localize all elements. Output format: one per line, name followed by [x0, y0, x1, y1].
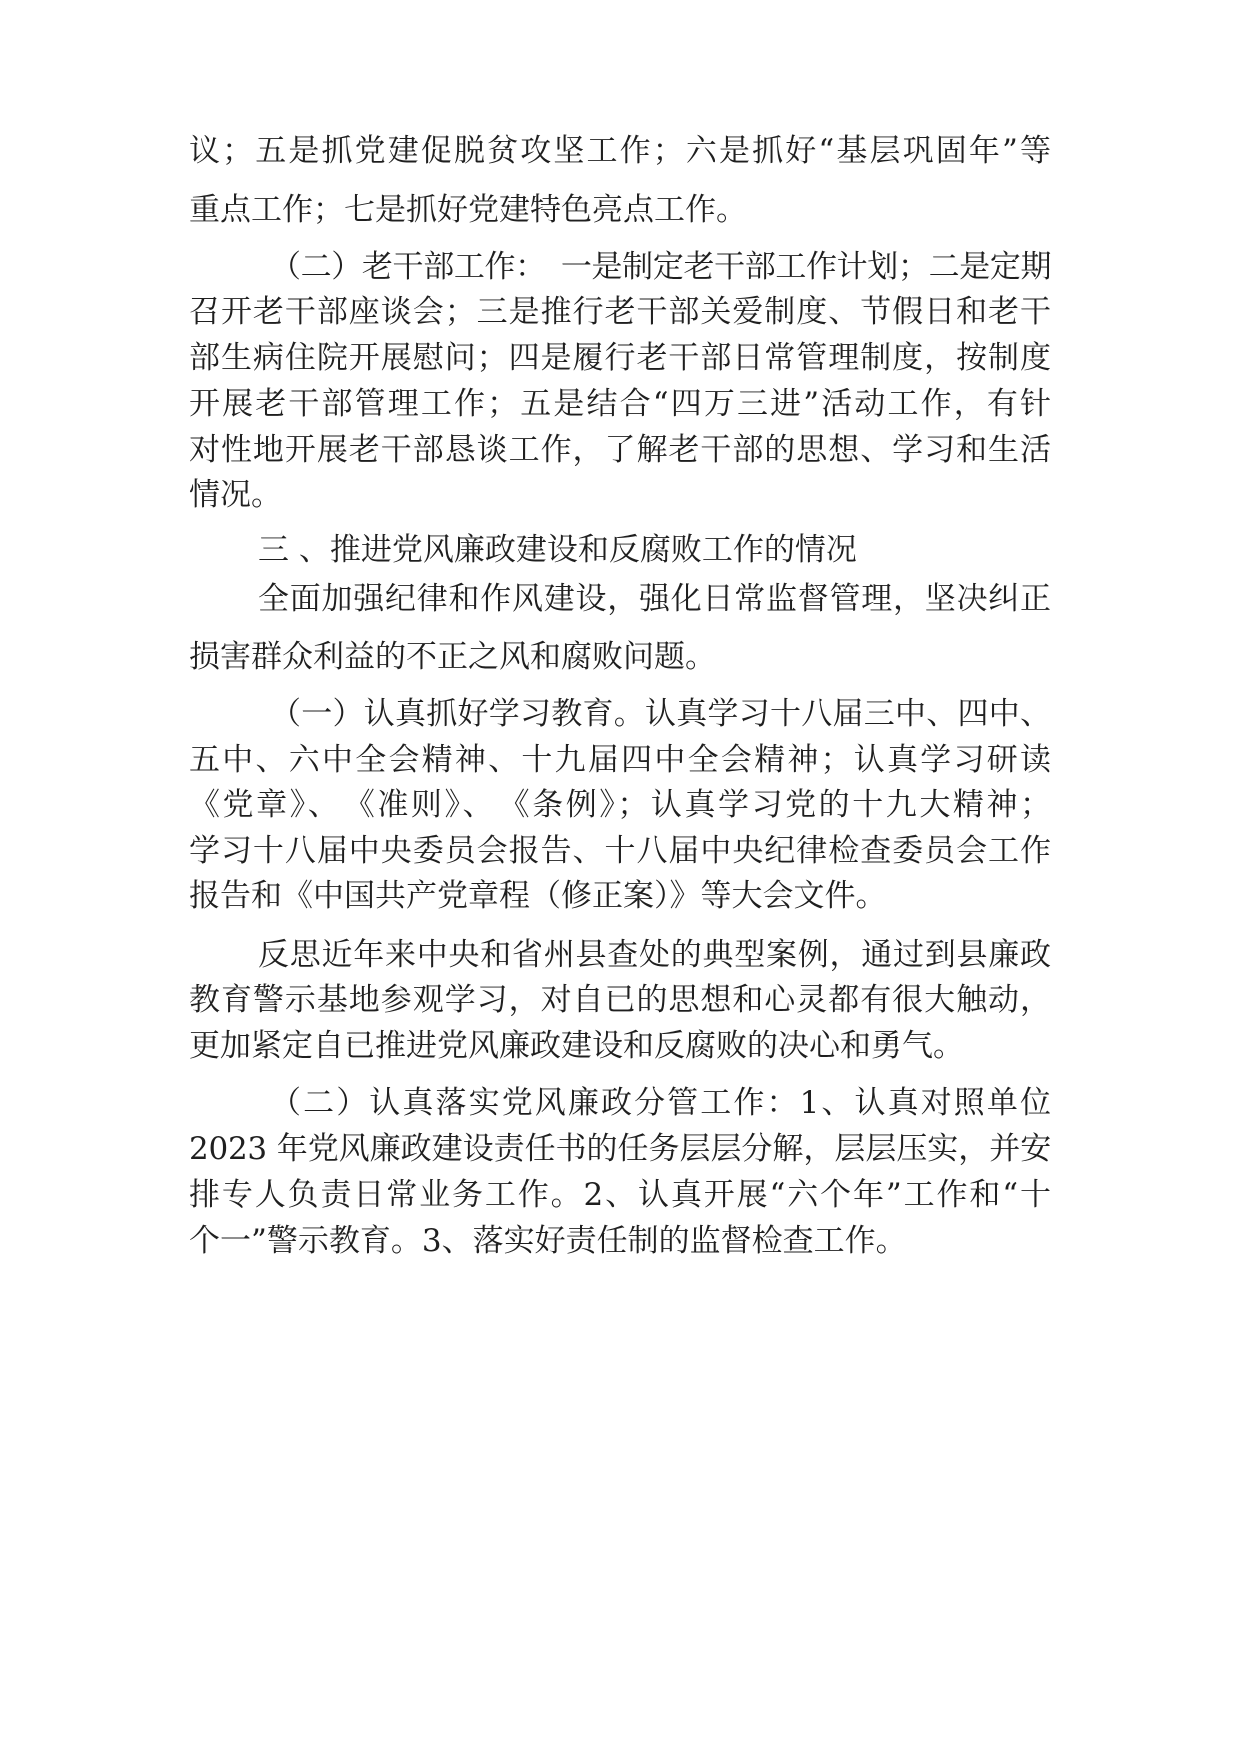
section-heading-line: （二）老干部工作： 一是制定老干部工作计划；二是定期 [270, 249, 1051, 285]
text-line: 学习十八届中央委员会报告、十八届中央纪律检查委员会工作 [189, 833, 1051, 869]
text-line: 个一”警示教育。3、落实好责任制的监督检查工作。 [189, 1223, 907, 1259]
text-line: 开展老干部管理工作；五是结合“四万三进”活动工作，有针 [189, 386, 1051, 422]
text-line: 议；五是抓党建促脱贫攻坚工作；六是抓好“基层巩固年”等 [189, 133, 1051, 169]
section-heading-line: （二）认真落实党风廉政分管工作：1、认真对照单位 [270, 1085, 1051, 1121]
text-line: 对性地开展老干部恳谈工作，了解老干部的思想、学习和生活 [189, 432, 1051, 468]
text-line: 反思近年来中央和省州县查处的典型案例，通过到县廉政 [258, 937, 1051, 973]
text-line: 部生病住院开展慰问；四是履行老干部日常管理制度，按制度 [189, 340, 1051, 376]
text-line: 教育警示基地参观学习，对自已的思想和心灵都有很大触动， [189, 982, 1051, 1018]
text-line: 报告和《中国共产党章程（修正案）》等大会文件。 [189, 878, 887, 914]
text-line: 2023 年党风廉政建设责任书的任务层层分解，层层压实，并安 [189, 1131, 1051, 1167]
text-line: 五中、六中全会精神、十九届四中全会精神；认真学习研读 [189, 742, 1051, 778]
section-heading: 三 、推进党风廉政建设和反腐败工作的情况 [258, 532, 857, 568]
text-line: 排专人负责日常业务工作。2、认真开展“六个年”工作和“十 [189, 1177, 1051, 1213]
text-line: 损害群众利益的不正之风和腐败问题。 [189, 639, 716, 675]
text-line: 全面加强纪律和作风建设，强化日常监督管理，坚决纠正 [258, 581, 1051, 617]
text-line: 重点工作；七是抓好党建特色亮点工作。 [189, 192, 747, 228]
section-heading-line: （一）认真抓好学习教育。认真学习十八届三中、四中、 [270, 696, 1051, 732]
text-line: 情况。 [189, 477, 282, 513]
text-line: 召开老干部座谈会；三是推行老干部关爱制度、节假日和老干 [189, 294, 1051, 330]
text-line: 更加紧定自已推进党风廉政建设和反腐败的决心和勇气。 [189, 1028, 964, 1064]
text-line: 《党章》、 《准则》、 《条例》；认真学习党的十九大精神； [189, 787, 1051, 823]
